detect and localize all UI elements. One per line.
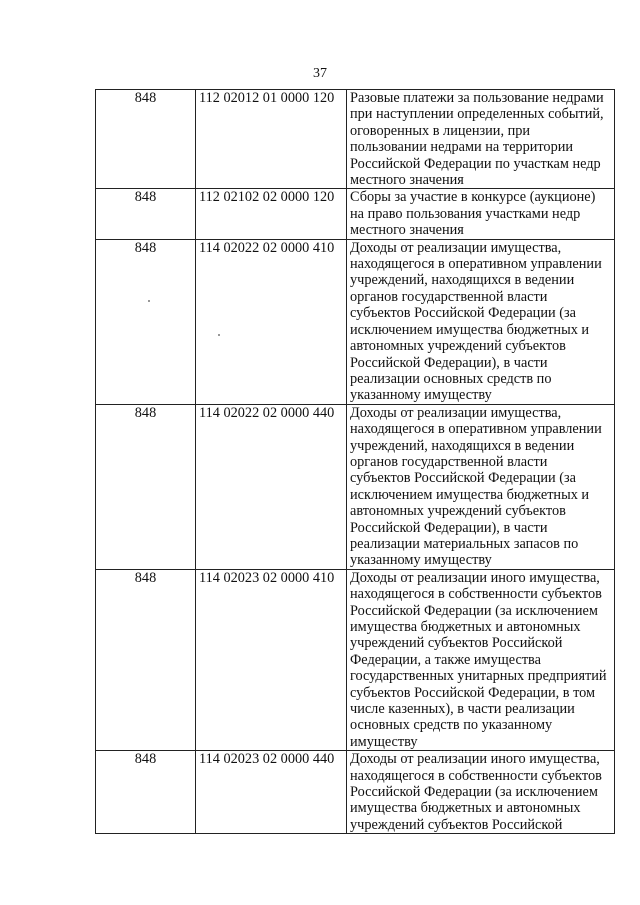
revenue-name-line: реализации материальных запасов по — [350, 535, 579, 552]
table-row — [96, 751, 615, 834]
revenue-name-line: автономных учреждений субъектов — [350, 338, 566, 355]
revenue-name-line: имущества бюджетных и автономных — [350, 800, 581, 817]
revenue-name-line: учреждений субъектов Российской — [350, 635, 563, 652]
revenue-name-cell — [347, 404, 615, 569]
revenue-name-cell — [347, 569, 615, 750]
revenue-name-line: Российской Федерации (за исключением — [350, 784, 598, 801]
table-row — [96, 569, 615, 750]
table-row — [96, 239, 615, 404]
budget-classification-code-cell: 114 02022 02 0000 440 — [196, 404, 347, 569]
revenue-name-line: числе казенных), в части реализации — [350, 701, 575, 718]
revenue-name-line: пользовании недрами на территории — [350, 139, 574, 156]
revenue-name-line: государственных унитарных предприятий — [350, 668, 607, 685]
budget-classification-code-cell: 114 02023 02 0000 440 — [196, 751, 347, 834]
revenue-name-line: исключением имущества бюджетных и — [350, 321, 590, 338]
revenue-name-line: субъектов Российской Федерации (за — [350, 470, 576, 487]
revenue-name-line: Сборы за участие в конкурсе (аукционе) — [350, 189, 596, 206]
revenue-codes-table — [95, 89, 615, 834]
revenue-name-line: местного значения — [350, 222, 464, 239]
admin-code-cell: 848 — [96, 751, 196, 834]
revenue-name-line: при наступлении определенных событий, — [350, 106, 604, 123]
revenue-name-line: Доходы от реализации иного имущества, — [350, 751, 600, 768]
table-row — [96, 90, 615, 189]
revenue-name-line: Доходы от реализации имущества, — [350, 239, 562, 256]
revenue-name-line: указанному имуществу — [350, 552, 492, 569]
table-row — [96, 189, 615, 239]
revenue-name-line: Доходы от реализации иного имущества, — [350, 569, 600, 586]
revenue-name-line: учреждений, находящихся в ведении — [350, 272, 575, 289]
admin-code-cell: 848 — [96, 404, 196, 569]
revenue-name-line: местного значения — [350, 172, 464, 189]
revenue-name-line: Российской Федерации (за исключением — [350, 602, 598, 619]
revenue-name-cell — [347, 90, 615, 189]
revenue-name-line: указанному имуществу — [350, 387, 492, 404]
revenue-name-cell — [347, 189, 615, 239]
revenue-name-line: Разовые платежи за пользование недрами — [350, 90, 604, 106]
revenue-name-line: находящегося в оперативном управлении — [350, 421, 602, 438]
revenue-name-line: основных средств по указанному — [350, 717, 553, 734]
revenue-name-line: находящегося в собственности субъектов — [350, 586, 602, 603]
revenue-name-line: учреждений субъектов Российской — [350, 816, 563, 833]
revenue-name-line: учреждений, находящихся в ведении — [350, 437, 575, 454]
revenue-name-line: реализации основных средств по — [350, 370, 552, 387]
revenue-name-line: имуществу — [350, 733, 418, 750]
revenue-name-line: имущества бюджетных и автономных — [350, 619, 581, 635]
revenue-name-line: находящегося в собственности субъектов — [350, 767, 602, 784]
table-row — [96, 404, 615, 569]
budget-classification-code-cell: 114 02023 02 0000 410 — [196, 569, 347, 750]
page-number: 37 — [313, 66, 327, 81]
scan-speck — [148, 300, 150, 302]
revenue-name-line: Российской Федерации), в части — [350, 519, 548, 536]
revenue-name-line: субъектов Российской Федерации (за — [350, 305, 576, 322]
revenue-name-line: автономных учреждений субъектов — [350, 503, 566, 520]
revenue-name-cell — [347, 239, 615, 404]
scan-speck — [218, 334, 220, 336]
admin-code-cell: 848 — [96, 90, 196, 189]
budget-classification-code-cell: 114 02022 02 0000 410 — [196, 239, 347, 404]
revenue-name-line: оговоренных в лицензии, при — [350, 122, 531, 139]
budget-classification-code-cell: 112 02102 02 0000 120 — [196, 189, 347, 239]
admin-code-cell: 848 — [96, 189, 196, 239]
revenue-name-line: субъектов Российской Федерации, в том — [350, 684, 596, 701]
revenue-name-line: Российской Федерации по участкам недр — [350, 155, 601, 172]
revenue-name-line: исключением имущества бюджетных и — [350, 486, 590, 503]
admin-code-cell: 848 — [96, 569, 196, 750]
revenue-name-line: Российской Федерации), в части — [350, 354, 548, 371]
revenue-name-line: органов государственной власти — [350, 453, 548, 470]
table-body — [96, 90, 615, 834]
budget-classification-code-cell: 112 02012 01 0000 120 — [196, 90, 347, 189]
revenue-name-line: находящегося в оперативном управлении — [350, 256, 602, 273]
revenue-name-line: органов государственной власти — [350, 288, 548, 305]
revenue-name-line: Федерации, а также имущества — [350, 651, 541, 668]
revenue-name-cell — [347, 751, 615, 834]
revenue-name-line: Доходы от реализации имущества, — [350, 404, 562, 421]
revenue-name-line: на право пользования участками недр — [350, 205, 581, 222]
admin-code-cell: 848 — [96, 239, 196, 404]
